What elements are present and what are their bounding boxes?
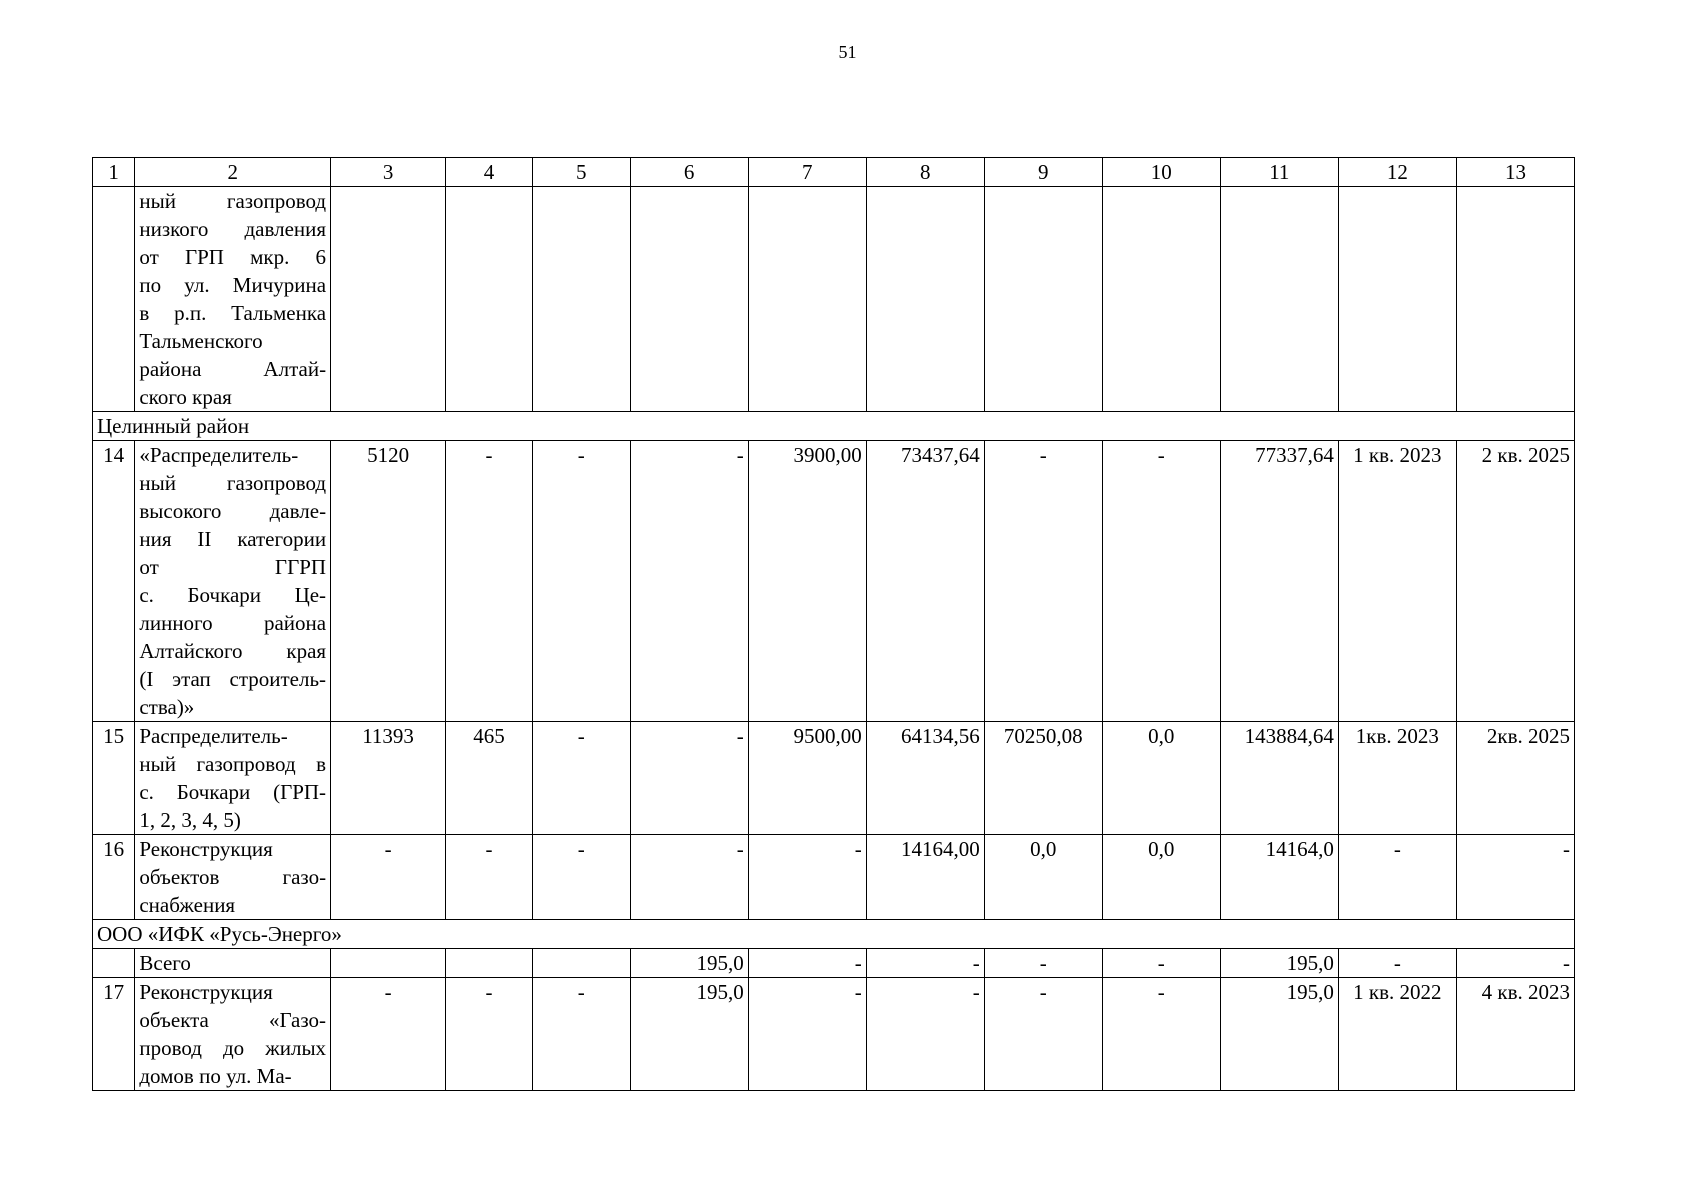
cell-col-4: 465	[446, 722, 533, 835]
table-row	[93, 949, 1575, 978]
cell-col-12: 1 кв. 2022	[1338, 978, 1456, 1091]
cell-col-4: -	[446, 441, 533, 722]
cell-col-12: 1кв. 2023	[1338, 722, 1456, 835]
row-number	[93, 949, 135, 978]
object-name	[135, 978, 331, 1091]
group-header-row	[93, 920, 1575, 949]
object-name-line: от ГРП мкр. 6	[139, 245, 327, 269]
column-header-11: 11	[1220, 158, 1338, 187]
object-name	[135, 187, 331, 412]
object-name-line: ный газопровод	[139, 189, 327, 213]
cell-col-8: 64134,56	[866, 722, 984, 835]
column-header-2: 2	[135, 158, 331, 187]
cell-col-9: 0,0	[984, 835, 1102, 920]
row-number: 16	[93, 835, 135, 920]
cell-col-13: -	[1456, 949, 1574, 978]
cell-col-3: 11393	[331, 722, 446, 835]
cell-col-11: 195,0	[1220, 949, 1338, 978]
cell-col-12: 1 кв. 2023	[1338, 441, 1456, 722]
object-name-line: низкого давления	[139, 217, 327, 241]
investment-table	[92, 157, 1575, 1091]
column-header-6: 6	[630, 158, 748, 187]
cell-col-12: -	[1338, 949, 1456, 978]
object-name-line: района Алтай-	[139, 357, 327, 381]
table-body	[93, 158, 1575, 1091]
cell-col-9: -	[984, 978, 1102, 1091]
cell-col-13: -	[1456, 835, 1574, 920]
object-name-line: «Распределитель-	[139, 443, 299, 467]
cell-col-8: 73437,64	[866, 441, 984, 722]
group-label: ООО «ИФК «Русь-Энерго»	[93, 920, 1575, 949]
object-name-line: в р.п. Тальменка	[139, 301, 327, 325]
column-header-8: 8	[866, 158, 984, 187]
cell-col-3	[331, 949, 446, 978]
object-name-line: с. Бочкари Це-	[139, 583, 327, 607]
cell-col-8	[866, 187, 984, 412]
row-number: 14	[93, 441, 135, 722]
cell-col-3: -	[331, 835, 446, 920]
cell-col-10: -	[1102, 441, 1220, 722]
table-row	[93, 187, 1575, 412]
column-header-10: 10	[1102, 158, 1220, 187]
column-header-1: 1	[93, 158, 135, 187]
object-name-line: 1, 2, 3, 4, 5)	[139, 808, 241, 832]
cell-col-4	[446, 949, 533, 978]
cell-col-4: -	[446, 835, 533, 920]
cell-col-10	[1102, 187, 1220, 412]
object-name-line: объектов газо-	[139, 865, 327, 889]
cell-col-6: 195,0	[630, 949, 748, 978]
cell-col-7: -	[748, 949, 866, 978]
cell-col-13: 2 кв. 2025	[1456, 441, 1574, 722]
cell-col-5	[532, 187, 630, 412]
object-name-line: провод до жилых	[139, 1036, 327, 1060]
cell-col-13	[1456, 187, 1574, 412]
cell-col-10: -	[1102, 978, 1220, 1091]
column-header-5: 5	[532, 158, 630, 187]
cell-col-6: -	[630, 441, 748, 722]
group-label: Целинный район	[93, 412, 1575, 441]
cell-col-8: -	[866, 978, 984, 1091]
cell-col-7: 9500,00	[748, 722, 866, 835]
cell-col-11: 195,0	[1220, 978, 1338, 1091]
object-name	[135, 441, 331, 722]
object-name-line: высокого давле-	[139, 499, 327, 523]
cell-col-9	[984, 187, 1102, 412]
object-name-line: снабжения	[139, 893, 236, 917]
cell-col-5: -	[532, 978, 630, 1091]
object-name	[135, 949, 331, 978]
cell-col-6: -	[630, 722, 748, 835]
cell-col-7	[748, 187, 866, 412]
table-row	[93, 722, 1575, 835]
cell-col-8: 14164,00	[866, 835, 984, 920]
column-header-13: 13	[1456, 158, 1574, 187]
cell-col-5: -	[532, 835, 630, 920]
object-name-line: Всего	[139, 951, 191, 975]
cell-col-6: 195,0	[630, 978, 748, 1091]
object-name-line: Реконструкция	[139, 980, 273, 1004]
cell-col-9: -	[984, 949, 1102, 978]
object-name-line: ния II категории	[139, 527, 327, 551]
cell-col-8: -	[866, 949, 984, 978]
object-name-line: домов по ул. Ма-	[139, 1064, 292, 1088]
object-name-line: по ул. Мичурина	[139, 273, 327, 297]
object-name-line: от ГГРП	[139, 555, 327, 579]
object-name	[135, 722, 331, 835]
cell-col-11: 143884,64	[1220, 722, 1338, 835]
cell-col-10: 0,0	[1102, 722, 1220, 835]
cell-col-13: 2кв. 2025	[1456, 722, 1574, 835]
object-name-line: ный газопровод в	[139, 752, 327, 776]
object-name-line: ный газопровод	[139, 471, 327, 495]
column-header-4: 4	[446, 158, 533, 187]
row-number: 15	[93, 722, 135, 835]
cell-col-7: -	[748, 978, 866, 1091]
column-header-3: 3	[331, 158, 446, 187]
cell-col-10: -	[1102, 949, 1220, 978]
object-name	[135, 835, 331, 920]
object-name-line: Тальменского	[139, 329, 263, 353]
row-number	[93, 187, 135, 412]
object-name-line: (I этап строитель-	[139, 667, 327, 691]
table-header-row	[93, 158, 1575, 187]
cell-col-12: -	[1338, 835, 1456, 920]
group-header-row	[93, 412, 1575, 441]
cell-col-7: -	[748, 835, 866, 920]
cell-col-9: -	[984, 441, 1102, 722]
object-name-line: Распределитель-	[139, 724, 288, 748]
cell-col-11	[1220, 187, 1338, 412]
cell-col-11: 14164,0	[1220, 835, 1338, 920]
table-row	[93, 441, 1575, 722]
object-name-line: объекта «Газо-	[139, 1008, 327, 1032]
cell-col-12	[1338, 187, 1456, 412]
cell-col-11: 77337,64	[1220, 441, 1338, 722]
table-row	[93, 978, 1575, 1091]
cell-col-6	[630, 187, 748, 412]
column-header-7: 7	[748, 158, 866, 187]
cell-col-9: 70250,08	[984, 722, 1102, 835]
cell-col-10: 0,0	[1102, 835, 1220, 920]
column-header-9: 9	[984, 158, 1102, 187]
cell-col-4: -	[446, 978, 533, 1091]
object-name-line: ства)»	[139, 695, 195, 719]
cell-col-6: -	[630, 835, 748, 920]
cell-col-7: 3900,00	[748, 441, 866, 722]
cell-col-3: -	[331, 978, 446, 1091]
page-number: 51	[838, 42, 857, 62]
cell-col-4	[446, 187, 533, 412]
object-name-line: ского края	[139, 385, 232, 409]
object-name-line: с. Бочкари (ГРП-	[139, 780, 327, 804]
cell-col-5: -	[532, 722, 630, 835]
table-row	[93, 835, 1575, 920]
row-number: 17	[93, 978, 135, 1091]
object-name-line: Реконструкция	[139, 837, 273, 861]
cell-col-13: 4 кв. 2023	[1456, 978, 1574, 1091]
object-name-line: Алтайского края	[139, 639, 327, 663]
cell-col-5	[532, 949, 630, 978]
column-header-12: 12	[1338, 158, 1456, 187]
object-name-line: линного района	[139, 611, 327, 635]
cell-col-3	[331, 187, 446, 412]
cell-col-5: -	[532, 441, 630, 722]
cell-col-3: 5120	[331, 441, 446, 722]
